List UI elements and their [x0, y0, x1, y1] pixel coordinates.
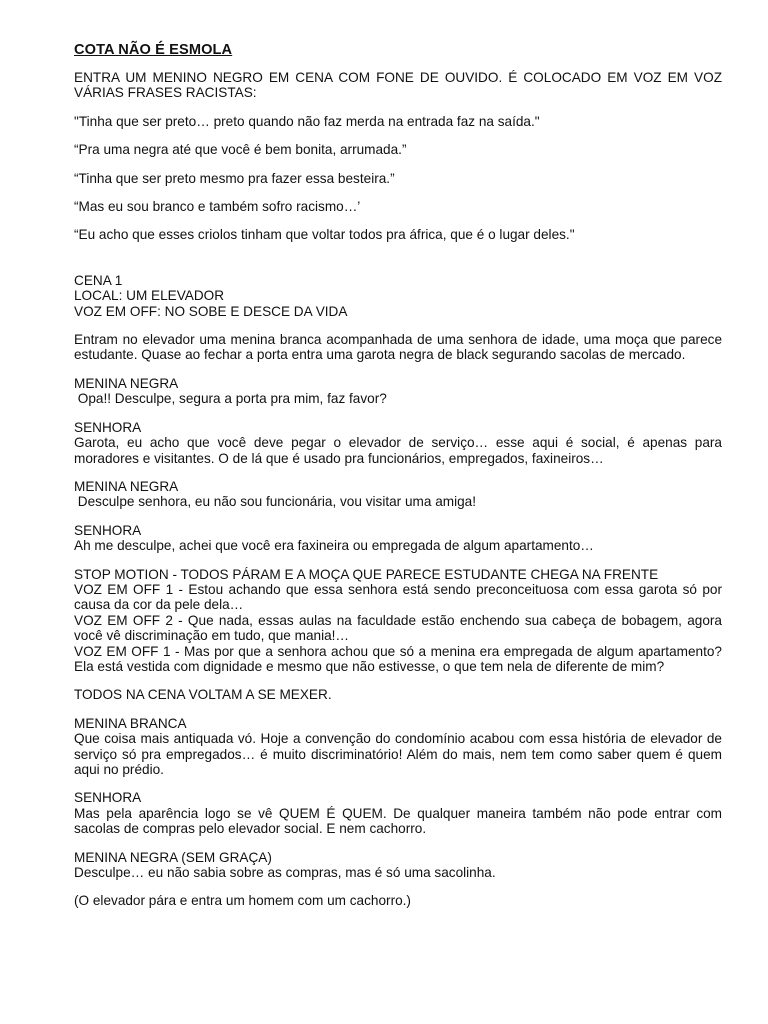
voiceover-line: VOZ EM OFF 2 - Que nada, essas aulas na faculdade estão enchendo sua cabeça de bobagem, agora você vê discriminação em tudo, que mania!… [74, 612, 722, 644]
speaker-name: SENHORA [74, 522, 142, 538]
dialogue-block [74, 790, 722, 836]
dialogue-line: Opa!! Desculpe, segura a porta pra mim, faz favor? [74, 391, 387, 407]
dialogue-line: Ah me desculpe, achei que você era faxineira ou empregada de algum apartamento… [74, 538, 594, 554]
speaker-name: MENINA NEGRA [74, 478, 179, 494]
dialogue-block [74, 716, 722, 778]
racist-quote: “Eu acho que esses criolos tinham que voltar todos pra áfrica, que é o lugar deles." [74, 227, 575, 243]
stage-direction: TODOS NA CENA VOLTAM A SE MEXER. [74, 687, 332, 703]
stop-motion-heading: STOP MOTION - TODOS PÁRAM E A MOÇA QUE PARECE ESTUDANTE CHEGA NA FRENTE [74, 566, 659, 582]
scene-voiceover: VOZ EM OFF: NO SOBE E DESCE DA VIDA [74, 303, 348, 319]
dialogue-block [74, 420, 722, 466]
stop-motion-block [74, 567, 722, 675]
document-title: COTA NÃO É ESMOLA [74, 42, 233, 58]
dialogue-block [74, 850, 722, 881]
voiceover-line: VOZ EM OFF 1 - Mas por que a senhora achou que só a menina era empregada de algum apartamento? Ela está vestida com dignidade e mesmo que não estivesse, o que tem nela de diferente de mim? [74, 643, 722, 674]
dialogue-line: Garota, eu acho que você deve pegar o elevador de serviço… esse aqui é social, é apenas para moradores e visitantes. O de lá que é usado pra funcionários, empregados, faxineiros… [74, 435, 722, 466]
dialogue-line: Desculpe… eu não sabia sobre as compras, mas é só uma sacolinha. [74, 865, 496, 881]
speaker-name: MENINA NEGRA [74, 375, 179, 391]
dialogue-line: Que coisa mais antiquada vó. Hoje a convenção do condomínio acabou com essa história de elevador de serviço só pra empregados… é muito discriminatório! Além do mais, nem tem como saber quem é quem aqui no prédio. [74, 731, 722, 777]
scene-description: Entram no elevador uma menina branca acompanhada de uma senhora de idade, uma moça que parece estudante. Quase ao fechar a porta entra uma garota negra de black segurando sacolas de mercado. [74, 332, 722, 363]
speaker-name: MENINA NEGRA (SEM GRAÇA) [74, 849, 272, 865]
speaker-name: SENHORA [74, 790, 142, 806]
speaker-name: SENHORA [74, 419, 142, 435]
dialogue-block [74, 479, 722, 510]
stage-direction: (O elevador pára e entra um homem com um cachorro.) [74, 893, 411, 909]
document-page [74, 40, 722, 922]
scene-location: LOCAL: UM ELEVADOR [74, 288, 225, 304]
racist-quote: “Mas eu sou branco e também sofro racismo…’ [74, 199, 361, 215]
dialogue-block [74, 523, 722, 554]
racist-quote: "Tinha que ser preto… preto quando não faz merda na entrada faz na saída." [74, 113, 540, 129]
dialogue-line: Mas pela aparência logo se vê QUEM É QUEM. De qualquer maneira também não pode entrar com sacolas de compras pelo elevador social. E nem cachorro. [74, 805, 722, 837]
voiceover-line: VOZ EM OFF 1 - Estou achando que essa senhora está sendo preconceituosa com essa garota só por causa da cor da pele dela… [74, 581, 722, 613]
speaker-name: MENINA BRANCA [74, 715, 187, 731]
dialogue-line: Desculpe senhora, eu não sou funcionária, vou visitar uma amiga! [74, 494, 476, 510]
scene-name: CENA 1 [74, 272, 123, 288]
racist-quote: “Pra uma negra até que você é bem bonita, arrumada.” [74, 142, 407, 158]
scene-heading [74, 273, 722, 319]
dialogue-block [74, 376, 722, 407]
racist-quote: “Tinha que ser preto mesmo pra fazer essa besteira.” [74, 170, 395, 186]
intro-paragraph: ENTRA UM MENINO NEGRO EM CENA COM FONE DE OUVIDO. É COLOCADO EM VOZ EM VOZ VÁRIAS FRASES RACISTAS: [74, 70, 722, 101]
